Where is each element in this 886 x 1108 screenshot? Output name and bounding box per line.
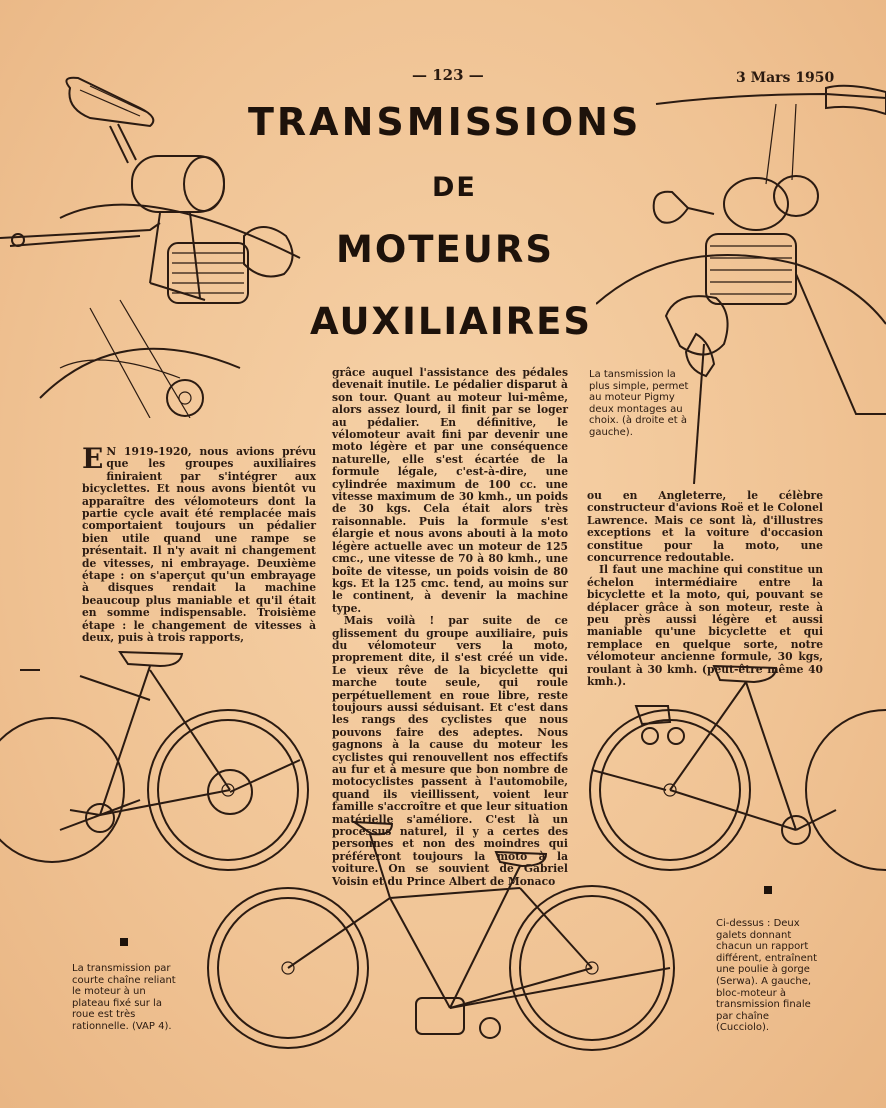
caption-bullet <box>120 938 128 946</box>
title-line-2: DE <box>432 172 477 203</box>
caption-bottom-left: La transmission par courte chaîne reliant le moteur à un plateau fixé sur la roue est très rationnelle. (VAP 4). <box>72 963 176 1032</box>
article-paragraph: Il faut une machine qui constitue un échelon intermédiaire entre la bicyclette et la moto, qui, pouvant se déplacer grâce à son moteur, reste à peu près aussi légère et aussi maniable qu'une bicyclette et qui remplace en quelque sorte, notre vélomoteur ancienne formule, 30 kgs, roulant à 30 kmh. (peut-être même 40 kmh.). <box>587 563 823 689</box>
caption-top-right: La tansmission la plus simple, permet au moteur Pigmy deux montages au choix. (à droite et à gauche). <box>589 369 689 438</box>
illustration-top-left-engine <box>0 68 320 418</box>
article-paragraph: N 1919-1920, nous avions prévu que les groupes auxiliaires finiraient par s'intégrer aux bicyclettes. Et nous avons bientôt vu apparaître des vélomoteurs dont la partie cycle avait été remplacée mais comportaient toujours un pédalier bien utile quand une rampe se présentait. Il n'y avait ni changement de vitesses, ni embrayage. Deuxième étape : on s'aperçut qu'un embrayage à disques rendait la machine beaucoup plus maniable et qu'il était en somme indispensable. Troisième étape : le changement de vitesses à deux, puis à trois rapports, <box>82 445 316 645</box>
article-column-3 <box>587 490 823 689</box>
caption-bottom-right: Ci-dessus : Deux galets donnant chacun un rapport différent, entraînent une poulie à gorge (Serwa). A gauche, bloc-moteur à transmission finale par chaîne (Cucciolo). <box>716 918 818 1034</box>
article-paragraph: ou en Angleterre, le célèbre constructeur d'avions Roë et le Colonel Lawrence. Mais ce sont là, d'illustres exceptions et la voiture d'occasion constitue pour la moto, une concurrence redoutable. <box>587 489 823 565</box>
title-line-1: TRANSMISSIONS <box>248 100 642 144</box>
caption-bullet <box>764 886 772 894</box>
title-line-3: MOTEURS <box>336 228 554 271</box>
article-column-1 <box>82 442 316 645</box>
illustration-bicycle-center <box>200 818 680 1058</box>
article-paragraph: grâce auquel l'assistance des pédales devenait inutile. Le pédalier disparut à son tour. Quant au moteur lui-même, alors assez lourd, il finit par se loger au pédalier. En définitive, le vélomoteur avait fini par devenir une moto légère et par une conséquence naturelle, elle s'est écartée de la formule légale, c'est-à-dire, une cylindrée maximum de 100 cc. une vitesse maximum de 30 kmh., un poids de 30 kgs. Cela était alors très raisonnable. Puis la formule s'est élargie et nous avons abouti à la moto légère actuelle avec un moteur de 125 cmc., une vitesse de 70 à 80 kmh., une boîte de vitesse, un poids voisin de 80 kgs. Et la 125 cmc. tend, au moins sur le continent, à devenir la machine type. <box>332 366 568 615</box>
page-number: — 123 — <box>412 66 484 84</box>
article-paragraph: Mais voilà ! par suite de ce glissement du groupe auxiliaire, puis du vélomoteur vers la moto, proprement dite, il s'est créé un vide. Le vieux rêve de la bicyclette qui marche toute seule, qui roule perpétuellement en roue libre, reste toujours aussi séduisant. Et c'est dans les rangs des cyclistes que nous pouvons faire des adeptes. Nous gagnons à la cause du moteur les cyclistes qui renouvellent nos effectifs au fur et à mesure que bon nombre de motocyclistes passent à l'automobile, quand ils vieillissent, voient leur famille s'accroître et que leur situation matérielle s'améliore. C'est là un processus naturel, il y a certes des personnes et non des moindres qui préféreront toujours la moto à la voiture. On se souvient de Gabriel Voisin et du Prince Albert de Monaco <box>332 614 568 888</box>
title-line-4: AUXILIAIRES <box>310 300 592 343</box>
article-column-2 <box>332 367 568 888</box>
issue-date: 3 Mars 1950 <box>736 70 835 86</box>
drop-cap: E <box>82 442 104 475</box>
